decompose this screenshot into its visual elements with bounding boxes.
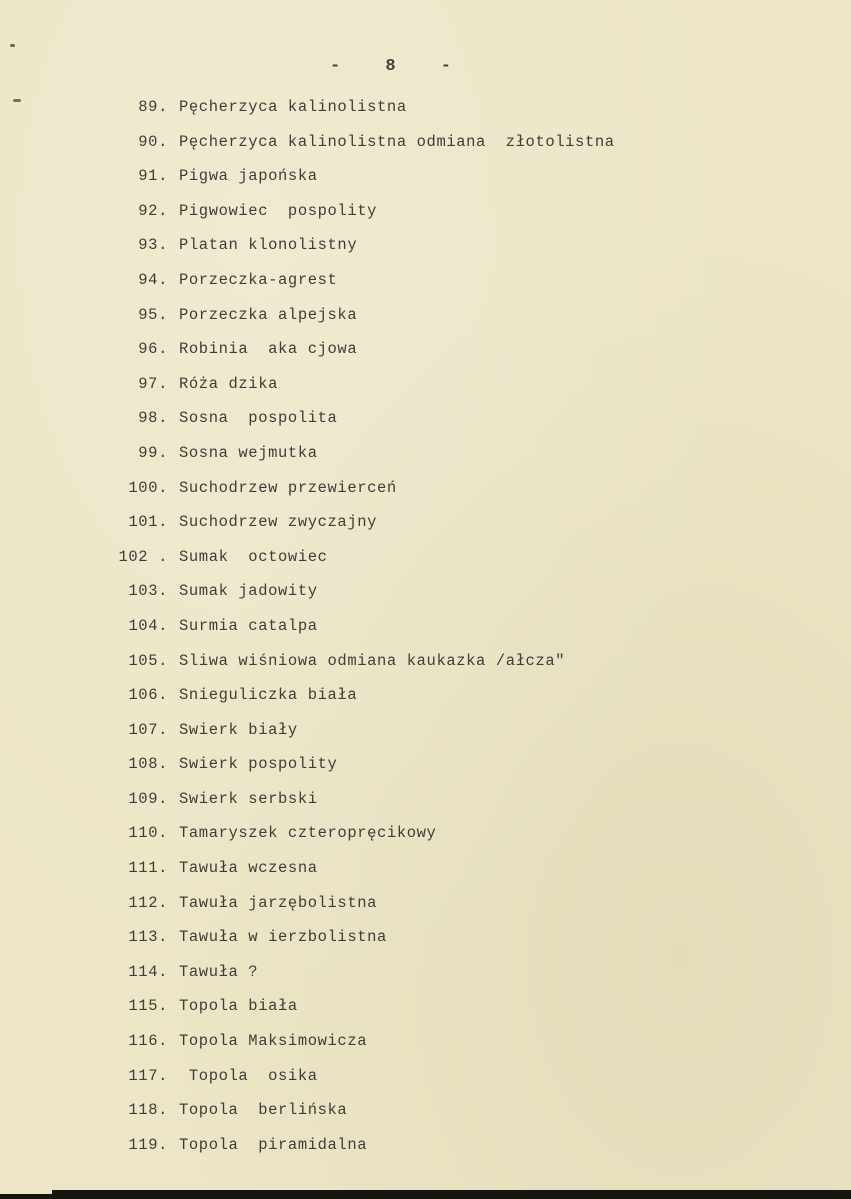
scan-bottom-edge-left <box>0 1194 52 1199</box>
item-number: 108. <box>128 755 168 774</box>
item-number: 105. <box>128 651 168 670</box>
list-item <box>0 686 851 721</box>
item-number: 101. <box>128 513 168 532</box>
item-number: 89. <box>138 98 168 116</box>
plant-list <box>0 98 851 1170</box>
item-text: Tawuła jarzębolistna <box>179 893 378 912</box>
item-number: 115. <box>128 997 168 1016</box>
item-number: 102 . <box>118 547 168 566</box>
item-text: Topola osika <box>179 1066 318 1085</box>
item-text: Topola piramidalna <box>179 1135 368 1154</box>
list-item <box>0 236 851 271</box>
item-number: 96. <box>138 340 168 359</box>
item-number: 109. <box>128 789 168 808</box>
list-item <box>0 652 851 687</box>
item-text: Topola berlińska <box>179 1101 348 1120</box>
item-text: Róża dzika <box>179 374 279 393</box>
item-text: Surmia catalpa <box>179 616 318 635</box>
list-item <box>0 1101 851 1136</box>
item-text: Pigwa japońska <box>179 167 318 186</box>
item-number: 92. <box>138 201 168 220</box>
list-item <box>0 1032 851 1067</box>
scan-bottom-edge <box>52 1190 851 1199</box>
item-text: Pigwowiec pospolity <box>179 201 378 220</box>
item-number: 114. <box>128 962 168 981</box>
item-text: Tawuła w ierzbolistna <box>179 928 387 947</box>
list-item <box>0 790 851 825</box>
item-text: Swierk biały <box>179 720 298 739</box>
list-item <box>0 548 851 583</box>
item-text: Topola biała <box>179 997 298 1016</box>
item-number: 97. <box>138 374 168 393</box>
list-item <box>0 479 851 514</box>
item-text: Sumak octowiec <box>179 547 328 566</box>
list-item <box>0 409 851 444</box>
item-text: Pęcherzyca kalinolistna <box>179 98 407 116</box>
item-number: 93. <box>138 236 168 255</box>
item-number: 99. <box>138 443 168 462</box>
list-item <box>0 928 851 963</box>
item-number: 104. <box>128 616 168 635</box>
list-item <box>0 617 851 652</box>
list-item <box>0 859 851 894</box>
item-text: Porzeczka alpejska <box>179 305 358 324</box>
item-number: 91. <box>138 167 168 186</box>
page-number-left-dash: - <box>330 57 342 76</box>
list-item <box>0 133 851 168</box>
item-text: Sosna pospolita <box>179 409 338 428</box>
list-item <box>0 375 851 410</box>
item-text: Suchodrzew zwyczajny <box>179 513 378 532</box>
item-text: Swierk pospolity <box>179 755 338 774</box>
list-item <box>0 306 851 341</box>
item-number: 119. <box>128 1135 168 1154</box>
item-text: Suchodrzew przewierceń <box>179 478 397 497</box>
scan-artifact-mark <box>10 44 15 47</box>
item-number: 113. <box>128 928 168 947</box>
item-number: 106. <box>128 686 168 705</box>
list-item <box>0 444 851 479</box>
item-text: Tamaryszek czteropręcikowy <box>179 824 437 843</box>
item-text: Sosna wejmutka <box>179 443 318 462</box>
item-text: Snieguliczka biała <box>179 686 358 705</box>
item-number: 118. <box>128 1101 168 1120</box>
list-item <box>0 894 851 929</box>
list-item <box>0 340 851 375</box>
list-item <box>0 824 851 859</box>
item-number: 90. <box>138 132 168 151</box>
item-number: 103. <box>128 582 168 601</box>
list-item <box>0 997 851 1032</box>
item-text: Tawuła ? <box>179 962 259 981</box>
list-item <box>0 167 851 202</box>
item-text: Sumak jadowity <box>179 582 318 601</box>
item-text: Sliwa wiśniowa odmiana kaukazka /ałcza" <box>179 651 566 670</box>
item-number: 117. <box>128 1066 168 1085</box>
item-text: Swierk serbski <box>179 789 318 808</box>
page-number-value: 8 <box>385 57 397 76</box>
list-item <box>0 98 851 133</box>
item-number: 110. <box>128 824 168 843</box>
item-number: 95. <box>138 305 168 324</box>
list-item <box>0 755 851 790</box>
list-item <box>0 963 851 998</box>
list-item <box>0 202 851 237</box>
item-text: Tawuła wczesna <box>179 859 318 878</box>
item-number: 112. <box>128 893 168 912</box>
item-text: Porzeczka-agrest <box>179 270 338 289</box>
item-text: Pęcherzyca kalinolistna odmiana złotolistna <box>179 132 615 151</box>
page-number-header <box>330 57 452 76</box>
item-text: Topola Maksimowicza <box>179 1032 368 1051</box>
item-number: 111. <box>128 859 168 878</box>
list-item <box>0 1067 851 1102</box>
list-item <box>0 582 851 617</box>
list-item <box>0 513 851 548</box>
list-item <box>0 721 851 756</box>
item-number: 98. <box>138 409 168 428</box>
item-number: 94. <box>138 270 168 289</box>
item-text: Robinia aka cjowa <box>179 340 358 359</box>
list-item <box>0 271 851 306</box>
item-number: 107. <box>128 720 168 739</box>
item-text: Platan klonolistny <box>179 236 358 255</box>
list-item <box>0 1136 851 1171</box>
item-number: 116. <box>128 1032 168 1051</box>
item-number: 100. <box>128 478 168 497</box>
page-number-right-dash: - <box>440 57 452 76</box>
